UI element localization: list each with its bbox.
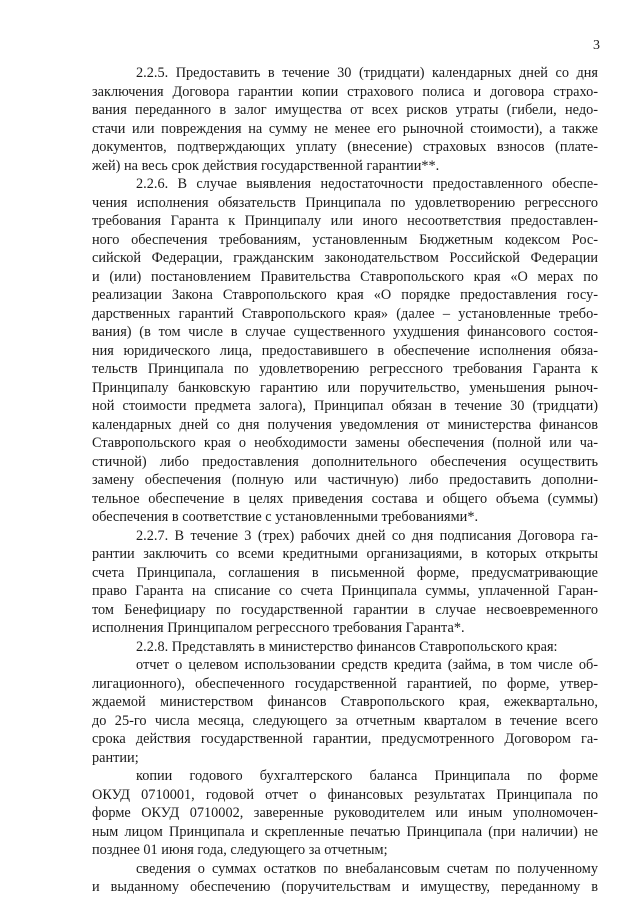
text-line: рантии заключить со всеми кредитными организациями, в которых открыты [92, 546, 598, 562]
text-line: календарных дней со дня получения уведомления от министерства финансов [92, 416, 598, 433]
paragraph-p226 [92, 175, 598, 527]
text-line: обеспечения в соответствие с установленными требованиями*. [92, 509, 479, 525]
text-line: 2.2.5. Предоставить в течение 30 (тридцати) календарных дней со дня [136, 65, 598, 81]
paragraph-p225 [92, 64, 598, 175]
paragraph-p228c [92, 860, 598, 897]
text-line: ным лицом Принципала и скрепленные печатью Принципала (при наличии) не [92, 823, 598, 840]
page-number: 3 [593, 38, 600, 53]
paragraph-p228 [92, 638, 598, 657]
document-body [92, 64, 598, 897]
paragraph-p228a [92, 656, 598, 767]
text-line: требования Гаранта к Принципалу или иного несоответствия предоставлен- [92, 213, 598, 229]
text-line: ОКУД 0710001, годовой отчет о финансовых результатах Принципала по [92, 786, 598, 803]
text-line: ния юридического лица, предоставившего в обеспечение исполнения обяза- [92, 342, 598, 359]
text-line: 2.2.8. Представлять в министерство финансов Ставропольского края: [136, 638, 558, 655]
text-line: вания) (в том числе в случае существенного ухудшения финансового состоя- [92, 324, 598, 340]
text-line: том Бенефициару по государственной гарантии в случае несвоевременного [92, 601, 598, 618]
paragraph-p227 [92, 527, 598, 638]
text-line: 2.2.6. В случае выявления недостаточности предоставленного обеспе- [136, 176, 598, 192]
text-line: замену обеспечения (полную или частичную) либо предоставить дополни- [92, 472, 598, 488]
text-line: ной стоимости предмета залога), Принципал обязан в течение 30 (тридцати) [92, 398, 598, 414]
text-line: отчет о целевом использовании средств кредита (займа, в том числе об- [136, 657, 598, 673]
text-line: ного обеспечения требованиям, установленным Бюджетным кодексом Рос- [92, 231, 598, 248]
text-line: копии годового бухгалтерского баланса Принципала по форме [136, 768, 598, 784]
text-line: стачи или повреждения на сумму не менее его рыночной стоимости), а также [92, 120, 598, 137]
text-line: право Гаранта на списание со счета Принципала суммы, уплаченной Гаран- [92, 583, 598, 599]
text-line: позднее 01 июня года, следующего за отчетным; [92, 842, 388, 858]
text-line: документов, подтверждающих уплату (внесение) страховых взносов (плате- [92, 139, 598, 155]
text-line: сведения о суммах остатков по внебалансовым счетам по полученному [136, 860, 598, 877]
text-line: 2.2.7. В течение 3 (трех) рабочих дней со дня подписания Договора га- [136, 527, 598, 544]
text-line: заключения Договора гарантии копии страхового полиса и договора страхо- [92, 83, 598, 100]
text-line: стичной) либо предоставления дополнительного обеспечения осуществить [92, 453, 598, 470]
text-line: Ставропольского края о необходимости замены обеспечения (полной или ча- [92, 435, 598, 451]
text-line: сийской Федерации, гражданским законодательством Российской Федерации [92, 250, 598, 266]
text-line: счета Принципала, соглашения в письменной форме, предусматривающие [92, 564, 598, 581]
text-line: Принципалу банковскую гарантию или поручительство, уменьшения рыноч- [92, 379, 598, 396]
text-line: дарственных гарантий Ставропольского края» (далее – установленные требо- [92, 305, 598, 322]
paragraph-p228b [92, 767, 598, 860]
text-line: тельств Принципала по удовлетворению регрессного требования Гаранта к [92, 361, 598, 377]
text-line: форме ОКУД 0710002, заверенные руководителем или иным уполномочен- [92, 805, 598, 821]
text-line: и (или) постановлением Правительства Ставропольского края «О мерах по [92, 268, 598, 285]
text-line: вания переданного в залог имущества от всех рисков утраты (гибели, недо- [92, 102, 598, 118]
text-line: ждаемой министерством финансов Ставропольского края, ежеквартально, [92, 694, 598, 710]
text-line: жей) на весь срок действия государственной гарантии**. [92, 157, 440, 174]
text-line: тельное обеспечение в целях приведения состава и общего объема (суммы) [92, 490, 598, 507]
text-line: лигационного), обеспеченного государственной гарантией, по форме, утвер- [92, 675, 598, 692]
text-line: и выданному обеспечению (поручительствам и имуществу, переданному в [92, 879, 598, 895]
text-line: чения исполнения обязательств Принципала по удовлетворению регрессного [92, 194, 598, 211]
text-line: срока действия государственной гарантии, предусмотренного Договором га- [92, 731, 598, 747]
text-line: рантии; [92, 749, 139, 766]
text-line: исполнения Принципалом регрессного требования Гаранта*. [92, 620, 465, 636]
text-line: реализации Закона Ставропольского края «О порядке предоставления госу- [92, 287, 598, 303]
text-line: до 25-го числа месяца, следующего за отчетным кварталом в течение всего [92, 712, 598, 729]
